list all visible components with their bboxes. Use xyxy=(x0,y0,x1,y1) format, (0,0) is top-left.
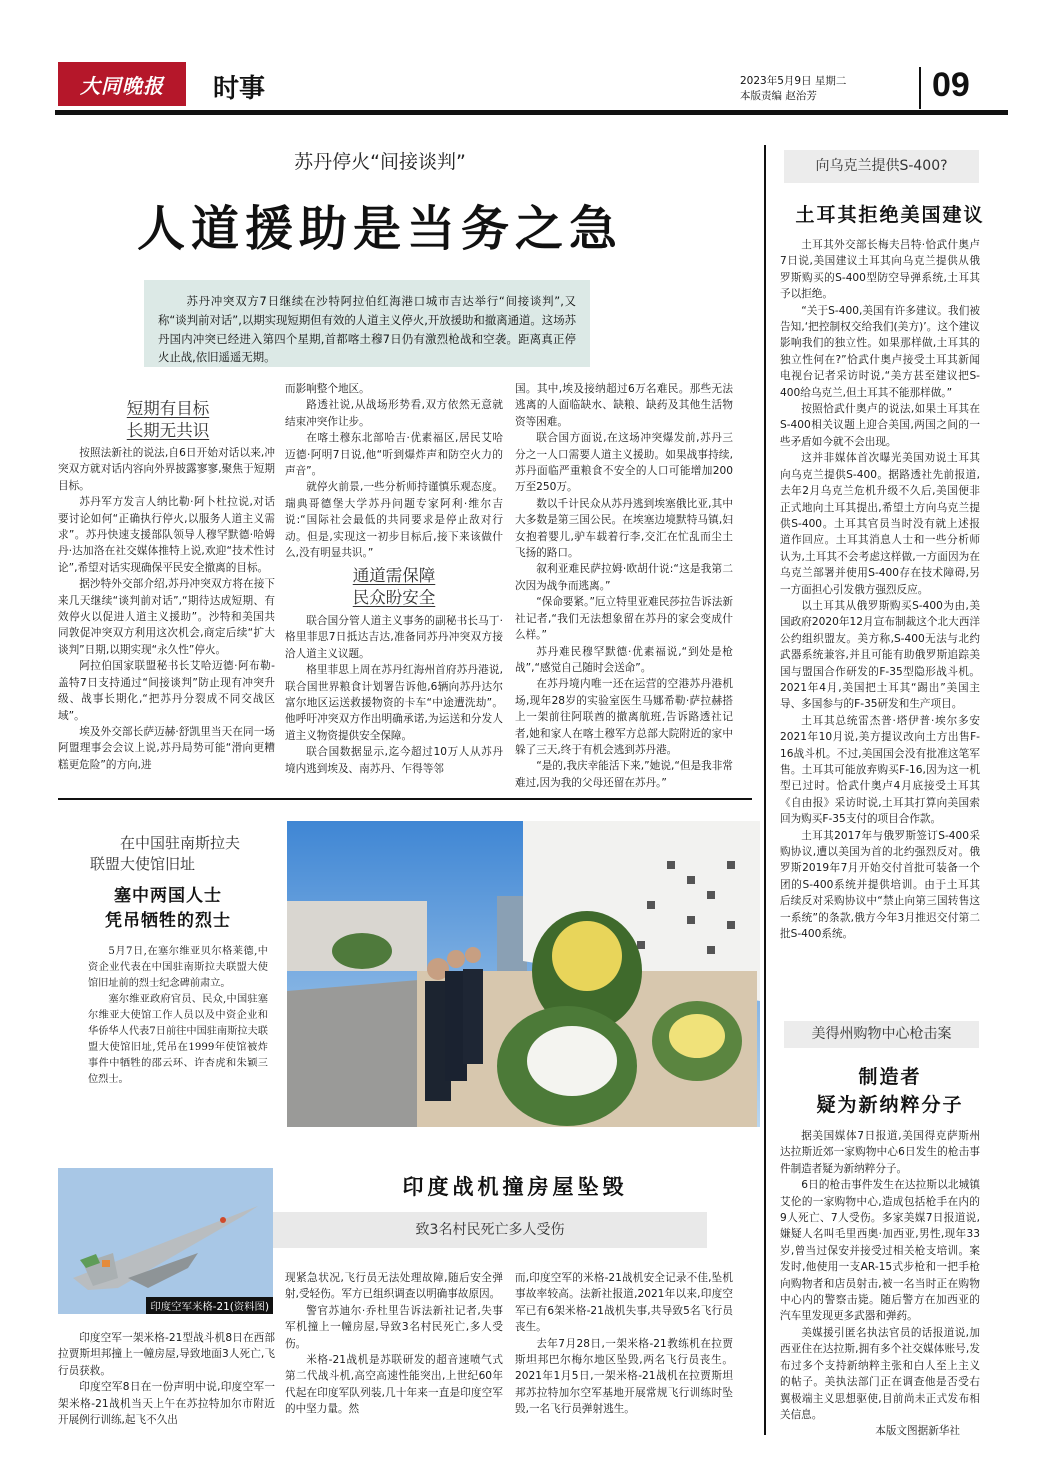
main-kicker: 苏丹停火“间接谈判” xyxy=(294,151,466,173)
paragraph: 苏丹军方发言人纳比勒·阿卜杜拉说,对话要讨论如何“正确执行停火,以服务人道主义需求”。苏丹快速支援部队领导人穆罕默德·哈姆丹·达加洛在社交媒体推特上说,欢迎“技术性讨论”,希望对话实现确保平民安全撤离的目标。 xyxy=(58,496,275,574)
paragraph: 土耳其外交部长梅夫吕特·恰武什奥卢7日说,美国建议土耳其向乌克兰提供从俄罗斯购买的S-400型防空导弹系统,土耳其予以拒绝。 xyxy=(780,239,980,301)
paragraph: 联合国方面说,在这场冲突爆发前,苏丹三分之一人口需要人道主义援助。如果战事持续,苏丹面临严重粮食不安全的人口可能增加200万至250万。 xyxy=(515,432,733,494)
paragraph: 数以千计民众从苏丹逃到埃塞俄比亚,其中大多数是第三国公民。在埃塞边境默特马镇,妇女抱着婴儿,驴车载着行李,交汇在忙乱而尘土飞扬的路口。 xyxy=(515,497,733,560)
subhead-line: 短期有目标 xyxy=(126,399,210,418)
paragraph: 按照恰武什奥卢的说法,如果土耳其在S-400相关议题上迎合美国,两国之间的一些矛盾如今就不会出现。 xyxy=(780,403,980,448)
mig21-photo xyxy=(58,1168,273,1314)
texas-tag: 美得州购物中心枪击案 xyxy=(784,1021,979,1048)
issue-meta xyxy=(740,74,846,104)
main-column-1 xyxy=(58,445,275,773)
paragraph: “保命要紧。”厄立特里亚难民莎拉告诉法新社记者,“我们无法想象留在苏丹的家会变成什么样。” xyxy=(515,596,733,642)
paragraph: 据美国媒体7日报道,美国得克萨斯州达拉斯近郊一家购物中心6日发生的枪击事件制造者疑为新纳粹分子。 xyxy=(780,1130,980,1175)
paragraph: “是的,我庆幸能活下来,”她说,“但是我非常难过,因为我的父母还留在苏丹。” xyxy=(515,760,733,789)
paragraph: 米格-21战机是苏联研发的超音速喷气式第二代战斗机,高空高速性能突出,上世纪60年代起在印度军队列装,几十年来一直是印度空军的中坚力量。然 xyxy=(285,1354,503,1416)
paragraph: 以土耳其从俄罗斯购买S-400为由,美国政府2020年12月宣布制裁这个北大西洋公约组织盟友。美方称,S-400无法与北约武器系统兼容,并且可能有助俄罗斯追踪美国与盟国合作研发的F-35型隐形战斗机。2021年4月,美国把土耳其“踢出”美国主导、多国参与的F-35研发和生产项目。 xyxy=(780,599,980,711)
paragraph: 这并非媒体首次曝光美国劝说土耳其向乌克兰提供S-400。据路透社先前报道,去年2月乌克兰危机升级不久后,美国便非正式地向土耳其提出,希望土方向乌克兰提供S-400。土耳其官员当时没有就上述报道作回应。土耳其消息人士和一些分析师认为,土耳其不会考虑这样做,一方面因为在乌克兰部署并使用S-400存在技术障碍,另一方面担心引发俄方强烈反应。 xyxy=(780,452,980,596)
paragraph: 土耳其2017年与俄罗斯签订S-400采购协议,遭以美国为首的北约强烈反对。俄罗斯2019年7月开始交付首批可装备一个团的S-400系统并提供培训。由于土耳其后续反对采购协议中“禁止向第三国转售这一系统”的条款,俄方今年3月推迟交付第二批S-400系统。 xyxy=(780,829,980,941)
paragraph: 5月7日,在塞尔维亚贝尔格莱德,中资企业代表在中国驻南斯拉夫联盟大使馆旧址前的烈士纪念碑前肃立。 xyxy=(88,946,268,989)
column-divider xyxy=(764,145,766,1435)
masthead-rule xyxy=(55,110,1008,115)
subhead-short-term xyxy=(58,398,278,442)
paragraph: 联合国数据显示,迄今超过10万人从苏丹境内逃到埃及、南苏丹、乍得等邻 xyxy=(285,746,503,775)
kicker-line: 在中国驻南斯拉夫 xyxy=(120,834,241,852)
india-column-3 xyxy=(515,1270,733,1418)
subhead-line: 通道需保障 xyxy=(352,566,436,585)
photo-caption: 印度空军米格-21(资料图) xyxy=(146,1297,273,1314)
headline-line: 制造者 xyxy=(858,1066,922,1088)
paragraph: 警官苏迪尔·乔杜里告诉法新社记者,失事军机撞上一幢房屋,导致3名村民死亡,多人受伤。 xyxy=(285,1304,503,1350)
paragraph: 土耳其总统雷杰普·塔伊普·埃尔多安2021年10月说,美方提议改向土方出售F-16战斗机。不过,美国国会没有批准这笔军售。土耳其可能放弃购买F-16,因为这一机型已过时。恰武什奥卢4月底接受土耳其《自由报》采访时说,土耳其打算向美国索回为购买F-35支付的项目合作款。 xyxy=(780,714,980,826)
main-lede-box xyxy=(144,280,590,367)
turkey-headline: 土耳其拒绝美国建议 xyxy=(795,204,985,226)
india-column-1 xyxy=(58,1330,275,1428)
paragraph: 按照法新社的说法,自6日开始对话以来,冲突双方就对话内容向外界披露寥寥,聚焦于短期目标。 xyxy=(58,447,275,492)
paragraph: “关于S-400,美国有许多建议。我们被告知,‘把控制权交给我们(美方)’。这个建议影响我们的独立性。如果那样做,土耳其的独立性何在?”恰武什奥卢接受土耳其新闻电视台记者采访时说,“美方甚至建议把S-400给乌克兰,但土耳其不能那样做。” xyxy=(780,304,980,399)
page-editor: 本版责编 赵治芳 xyxy=(740,90,817,102)
main-column-2 xyxy=(285,381,503,561)
page-number: 09 xyxy=(932,66,970,104)
main-lede: 苏丹冲突双方7日继续在沙特阿拉伯红海港口城市吉达举行“间接谈判”,又称“谈判前对话”,以期实现短期但有效的人道主义停火,开放援助和撤离通道。这场苏丹国内冲突已经进入第四个星期,首都喀土穆7日仍有激烈枪战和空袭。距离真正停火止战,依旧遥遥无期。 xyxy=(158,294,576,365)
masthead-divider xyxy=(919,67,921,109)
embassy-memorial-photo xyxy=(287,821,760,1127)
india-column-2 xyxy=(285,1270,503,1418)
paragraph: 苏丹难民穆罕默德·优素福说,“到处是枪战”,“感觉自己随时会送命”。 xyxy=(515,645,733,674)
subhead-line: 民众盼安全 xyxy=(352,588,436,607)
paragraph: 现紧急状况,飞行员无法处理故障,随后安全弹射,受轻伤。军方已组织调查以明确事故原因。 xyxy=(285,1272,503,1301)
texas-headline xyxy=(770,1063,1010,1119)
turkey-tag: 向乌克兰提供S-400? xyxy=(784,150,979,183)
turkey-body xyxy=(780,237,980,942)
issue-date: 2023年5月9日 星期二 xyxy=(740,75,847,87)
newspaper-logo: 大同晚报 xyxy=(58,62,186,106)
paragraph: 而影响整个地区。 xyxy=(285,383,370,395)
paragraph: 在苏丹境内唯一还在运营的空港苏丹港机场,现年28岁的实验室医生马娜希勒·萨拉赫搭上一架前往阿联酋的撤离航班,告诉路透社记者,她和家人在喀土穆军方总部大院附近的家中躲了三天,终于有机会逃到苏丹港。 xyxy=(515,678,733,756)
subhead-corridor xyxy=(285,565,503,609)
paragraph: 国。其中,埃及接纳超过6万名难民。那些无法逃离的人面临缺水、缺粮、缺药及其他生活物资等困难。 xyxy=(515,383,733,428)
headline-line: 疑为新纳粹分子 xyxy=(816,1094,964,1116)
paragraph: 塞尔维亚政府官员、民众,中国驻塞尔维亚大使馆工作人员以及中资企业和华侨华人代表7日前往中国驻南斯拉夫联盟大使馆旧址,凭吊在1999年使馆被炸事件中牺牲的邵云环、许杏虎和朱颖三位烈士。 xyxy=(88,994,268,1085)
kicker-line: 联盟大使馆旧址 xyxy=(90,855,196,873)
paragraph: 印度空军8日在一份声明中说,印度空军一架米格-21战机当天上午在苏拉特加尔市附近开展例行训练,起飞不久出 xyxy=(58,1381,275,1427)
paragraph: 在喀土穆东北部哈吉·优素福区,居民艾哈迈德·阿明7日说,他“听到爆炸声和防空火力的声音”。 xyxy=(285,432,503,478)
paragraph: 印度空军一架米格-21型战斗机8日在西部拉贾斯坦邦撞上一幢房屋,导致地面3人死亡,飞行员获救。 xyxy=(58,1332,275,1377)
subhead-line: 长期无共识 xyxy=(126,421,210,440)
headline-line: 塞中两国人士 xyxy=(114,886,222,906)
paragraph: 而,印度空军的米格-21战机安全记录不佳,坠机事故率较高。法新社报道,2021年以来,印度空军已有6架米格-21战机失事,共导致5名飞行员丧生。 xyxy=(515,1272,733,1334)
headline-line: 凭吊牺牲的烈士 xyxy=(105,911,231,931)
paragraph: 联合国分管人道主义事务的副秘书长马丁·格里菲思7日抵达吉达,准备同苏丹冲突双方接洽人道主义议题。 xyxy=(285,615,503,660)
paragraph: 据沙特外交部介绍,苏丹冲突双方将在接下来几天继续“谈判前对话”,“期待达成短期、有效停火以促进人道主义援助”。沙特和美国共同敦促冲突双方利用这次机会,商定后续“扩大谈判”日期,以期实现“永久性”停火。 xyxy=(58,578,275,656)
india-headline: 印度战机撞房屋坠毁 xyxy=(402,1175,628,1199)
paragraph: 格里菲思上周在苏丹红海州首府苏丹港说,联合国世界粮食计划署告诉他,6辆向苏丹达尔富尔地区运送救援物资的卡车“中途遭洗劫”。他呼吁冲突双方作出明确承诺,为运送和分发人道主义物资提供安全保障。 xyxy=(285,664,503,742)
memorial-scene-image xyxy=(287,821,760,1127)
fighter-jet-image xyxy=(58,1168,273,1314)
embassy-body xyxy=(88,944,268,1088)
main-headline: 人道援助是当务之急 xyxy=(136,201,623,257)
embassy-headline xyxy=(58,884,278,934)
section-divider xyxy=(58,798,752,800)
main-column-2b xyxy=(285,613,503,777)
credit-line: 本版文图据新华社 xyxy=(875,1425,960,1438)
paragraph: 叙利亚难民萨拉姆·欧胡什说:“这是我第二次因为战争而逃离。” xyxy=(515,563,733,592)
main-column-3 xyxy=(515,381,733,791)
paragraph: 去年7月28日,一架米格-21教练机在拉贾斯坦邦巴尔梅尔地区坠毁,两名飞行员丧生。2021年1月5日,一架米格-21战机在拉贾斯坦邦苏拉特加尔空军基地开展常规飞行训练时坠毁,一名飞行员弹射逃生。 xyxy=(515,1337,733,1416)
india-subheadline: 致3名村民死亡多人受伤 xyxy=(273,1212,707,1248)
section-title: 时事 xyxy=(213,74,266,104)
paragraph: 6日的枪击事件发生在达拉斯以北城镇艾伦的一家购物中心,造成包括枪手在内的9人死亡、7人受伤。多家美媒7日报道说,嫌疑人名叫毛里西奥·加西亚,男性,现年33岁,曾当过保安并接受过相关枪支培训。案发时,他使用一支AR-15式步枪和一把手枪向购物者和店员射击,被一名当时正在购物中心内的警察击毙。随后警方在加西亚的汽车里发现更多武器和弹药。 xyxy=(780,1179,980,1323)
paragraph: 路透社说,从战场形势看,双方依然无意就结束冲突作让步。 xyxy=(285,399,503,428)
embassy-kicker xyxy=(90,833,270,875)
paragraph: 美媒援引匿名执法官员的话报道说,加西亚住在达拉斯,拥有多个社交媒体账号,发布过多个支持新纳粹主张和白人至上主义的帖子。美执法部门正在调查他是否受右翼极端主义思想驱使,目前尚未正式发布相关信息。 xyxy=(780,1326,980,1421)
paragraph: 阿拉伯国家联盟秘书长艾哈迈德·阿布勒-盖特7日支持通过“间接谈判”防止现有冲突升级、战事长期化,“把苏丹分裂成不同交战区域”。 xyxy=(58,660,275,722)
paragraph: 就停火前景,一些分析师持谨慎乐观态度。瑞典哥德堡大学苏丹问题专家阿利·维尔吉说:“国际社会最低的共同要求是停止敌对行动。但是,实现这一初步目标后,接下来该做什么,没有明显共识。” xyxy=(285,481,503,560)
paragraph: 埃及外交部长萨迈赫·舒凯里当天在同一场阿盟理事会会议上说,苏丹局势可能“滑向更糟糕更危险”的方向,进 xyxy=(58,725,275,771)
texas-body xyxy=(780,1128,980,1440)
